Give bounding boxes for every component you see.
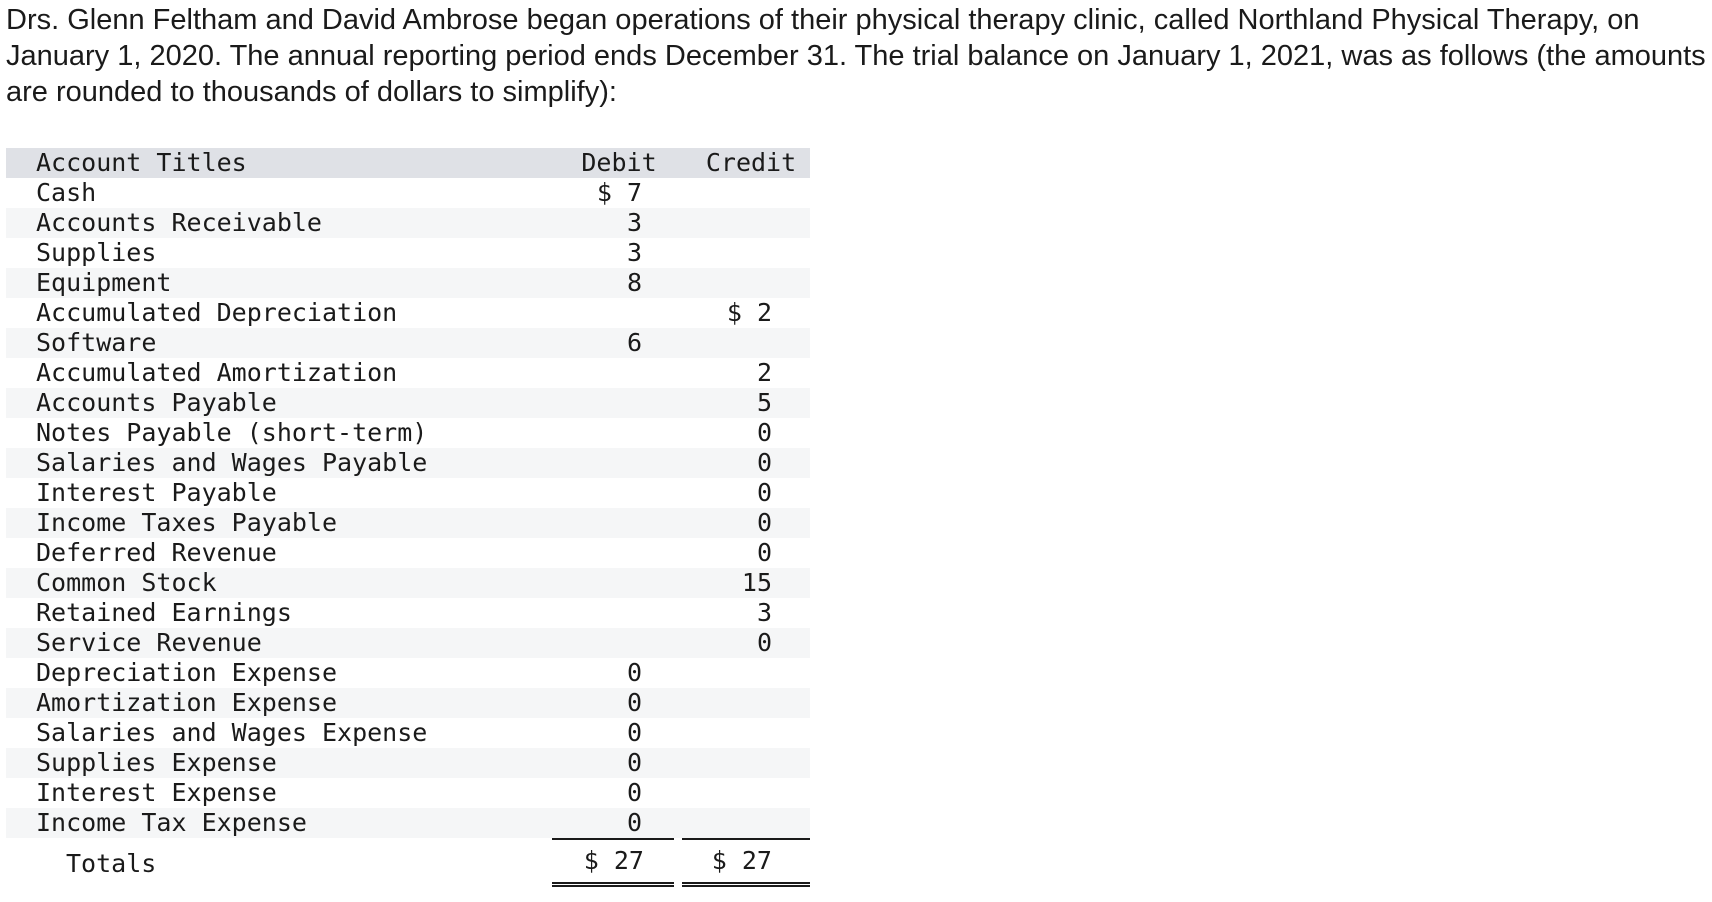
account-title: Accounts Receivable (36, 208, 322, 237)
table-row (6, 448, 810, 478)
debit-amount: 6 (626, 328, 642, 357)
table-row (6, 388, 810, 418)
table-row (6, 358, 810, 388)
credit-amount: 0 (756, 538, 772, 567)
debit-amount: 3 (626, 238, 642, 267)
table-row (6, 658, 810, 688)
credit-amount: 0 (756, 478, 772, 507)
totals-label: Totals (66, 849, 157, 878)
debit-amount: 0 (626, 658, 642, 687)
account-title: Service Revenue (36, 628, 262, 657)
account-title: Accounts Payable (36, 388, 277, 417)
totals-credit-value: $ 27 (711, 846, 772, 875)
account-title: Retained Earnings (36, 598, 292, 627)
account-title: Depreciation Expense (36, 658, 338, 687)
account-title: Accumulated Amortization (36, 358, 398, 387)
table-row (6, 208, 810, 238)
debit-amount: 0 (626, 808, 642, 837)
credit-amount: $ 2 (726, 298, 772, 327)
account-title: Notes Payable (short-term) (36, 418, 428, 447)
credit-amount: 15 (741, 568, 772, 597)
totals-debit-value: $ 27 (583, 846, 644, 875)
account-title: Interest Payable (36, 478, 277, 507)
table-row (6, 538, 810, 568)
table-row (6, 778, 810, 808)
table-row (6, 238, 810, 268)
table-row (6, 478, 810, 508)
debit-amount: 8 (626, 268, 642, 297)
table-row (6, 178, 810, 208)
table-row (6, 328, 810, 358)
header-account-titles: Account Titles (36, 148, 247, 177)
debit-amount: 3 (626, 208, 642, 237)
debit-amount: 0 (626, 718, 642, 747)
table-header-row (6, 148, 810, 178)
table-row (6, 808, 810, 838)
account-title: Equipment (36, 268, 172, 297)
debit-amount: $ 7 (596, 178, 642, 207)
credit-amount: 0 (756, 628, 772, 657)
totals-credit-cell (682, 838, 810, 887)
debit-amount: 0 (626, 688, 642, 717)
header-credit: Credit (705, 148, 797, 177)
table-row (6, 568, 810, 598)
credit-amount: 0 (756, 508, 772, 537)
credit-amount: 3 (756, 598, 772, 627)
account-title: Deferred Revenue (36, 538, 277, 567)
account-title: Supplies (36, 238, 157, 267)
totals-debit-cell (552, 838, 674, 887)
account-title: Cash (36, 178, 97, 207)
account-title: Income Taxes Payable (36, 508, 338, 537)
credit-amount: 0 (756, 448, 772, 477)
account-title: Amortization Expense (36, 688, 338, 717)
account-title: Accumulated Depreciation (36, 298, 398, 327)
table-row (6, 508, 810, 538)
problem-statement: Drs. Glenn Feltham and David Ambrose began operations of their physical therapy clinic, called Northland Physical Therapy, on January 1, 2020. The annual reporting period ends December 31. The trial balance on January 1, 2021, was as follows (the amounts are rounded to thousands of dollars to simplify): (6, 4, 1706, 108)
table-row (6, 718, 810, 748)
credit-amount: 2 (756, 358, 772, 387)
table-row (6, 418, 810, 448)
table-body (6, 178, 810, 838)
table-row (6, 748, 810, 778)
account-title: Software (36, 328, 157, 357)
account-title: Common Stock (36, 568, 217, 597)
table-row (6, 628, 810, 658)
account-title: Interest Expense (36, 778, 277, 807)
totals-row (6, 838, 810, 882)
account-title: Supplies Expense (36, 748, 277, 777)
credit-amount: 5 (756, 388, 772, 417)
debit-amount: 0 (626, 748, 642, 777)
header-debit: Debit (581, 148, 657, 177)
account-title: Income Tax Expense (36, 808, 307, 837)
credit-amount: 0 (756, 418, 772, 447)
table-row (6, 268, 810, 298)
table-row (6, 688, 810, 718)
account-title: Salaries and Wages Expense (36, 718, 428, 747)
table-row (6, 298, 810, 328)
debit-amount: 0 (626, 778, 642, 807)
trial-balance-table (6, 148, 810, 882)
table-row (6, 598, 810, 628)
account-title: Salaries and Wages Payable (36, 448, 428, 477)
